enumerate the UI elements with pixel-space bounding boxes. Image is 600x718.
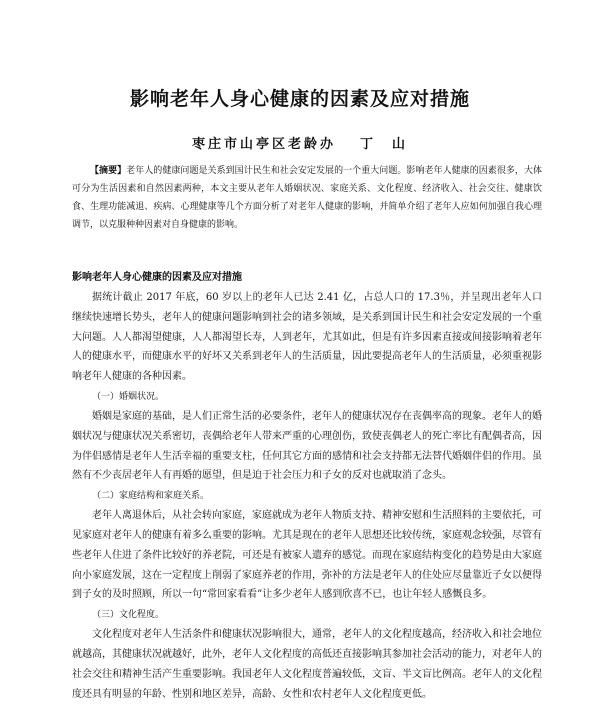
author-byline — [0, 133, 600, 152]
intro-paragraph: 据统计截止 2017 年底，60 岁以上的老年人已达 2.41 亿，占总人口的 17.3％，并呈现出老年人口继续快速增长势头，老年人的健康问题影响到社会的诸多领域，是关系到国计民生和社会安定发展的一个重大问题。人人都渴望健康，人人都渴望长寿，人到老年，尤其如此，但是有许多因素直接或间接影响着老年人的健康水平，而健康水平的好坏又关系到老年人的生活质量，因此要提高老年人的生活质量，必须重视影响老年人健康的各种因素。 — [72, 292, 542, 383]
abstract-text: 老年人的健康问题是关系到国计民生和社会安定发展的一个重大问题。影响老年人健康的因素很多，大体可分为生活因素和自然因素两种，本文主要从老年人婚姻状况、家庭关系、文化程度、经济收入、社会交往、健康饮食、生理功能减退、疾病、心理健康等几个方面分析了对老年人健康的影响，并简单介绍了老年人应如何加强自我心理调节，以克服种种因素对自身健康的影响。 — [72, 166, 542, 230]
subheading-family: （二）家庭结构和家庭关系。 — [92, 491, 210, 502]
paragraph-family: 老年人离退休后，从社会转向家庭，家庭就成为老年人物质支持、精神安慰和生活照料的主要依托，可见家庭对老年人的健康有着多么重要的影响。尤其是现在的老年人思想还比较传统，家庭观念较强，尽管有些老年人住进了条件比较好的养老院，可还是有被家人遗弃的感觉。而现在家庭结构变化的趋势是由大家庭向小家庭发展，这在一定程度上削弱了家庭养老的作用，弥补的方法是老年人的住处应尽量靠近子女以便得到子女的及时照顾，所以一句“常回家看看”让多少老年人感到欣喜不已，也让年轻人感慨良多。 — [72, 510, 542, 601]
abstract-label: 【摘要】 — [90, 166, 127, 176]
article-title: 影响老年人身心健康的因素及应对措施 — [129, 88, 470, 110]
subheading-education: （三）文化程度。 — [92, 610, 165, 621]
body-text — [72, 268, 542, 704]
author-organization: 枣庄市山亭区老龄办 — [191, 137, 336, 152]
section-heading: 影响老年人身心健康的因素及应对措施 — [72, 272, 242, 283]
subheading-marriage: （一）婚姻状况。 — [92, 391, 165, 402]
author-name: 丁 山 — [360, 137, 409, 152]
paragraph-marriage: 婚姻是家庭的基础，是人们正常生活的必要条件，老年人的健康状况存在丧偶率高的现象。老年人的婚姻状况与健康状况关系密切，丧偶给老年人带来严重的心理创伤，致使丧偶老人的死亡率比有配偶者高，因为伴侣感情是老年人生活幸福的重要支柱，任何其它方面的感情和社会支持都无法替代婚姻伴侣的作用。虽然有不少丧居老年人有再婚的愿望，但是迫于社会压力和子女的反对也就取消了念头。 — [72, 410, 542, 482]
abstract — [72, 162, 542, 234]
paragraph-education: 文化程度对老年人生活条件和健康状况影响很大，通常，老年人的文化程度越高，经济收入和社会地位就越高，其健康状况就越好，此外，老年人文化程度的高低还直接影响其参加社会活动的能力，对老年人的社会交往和精神生活产生重要影响。我国老年人文化程度普遍较低，文盲、半文盲比例高。老年人的文化程度还具有明显的年龄、性别和地区差异，高龄、女性和农村老年人文化程度更低。 — [72, 629, 542, 700]
